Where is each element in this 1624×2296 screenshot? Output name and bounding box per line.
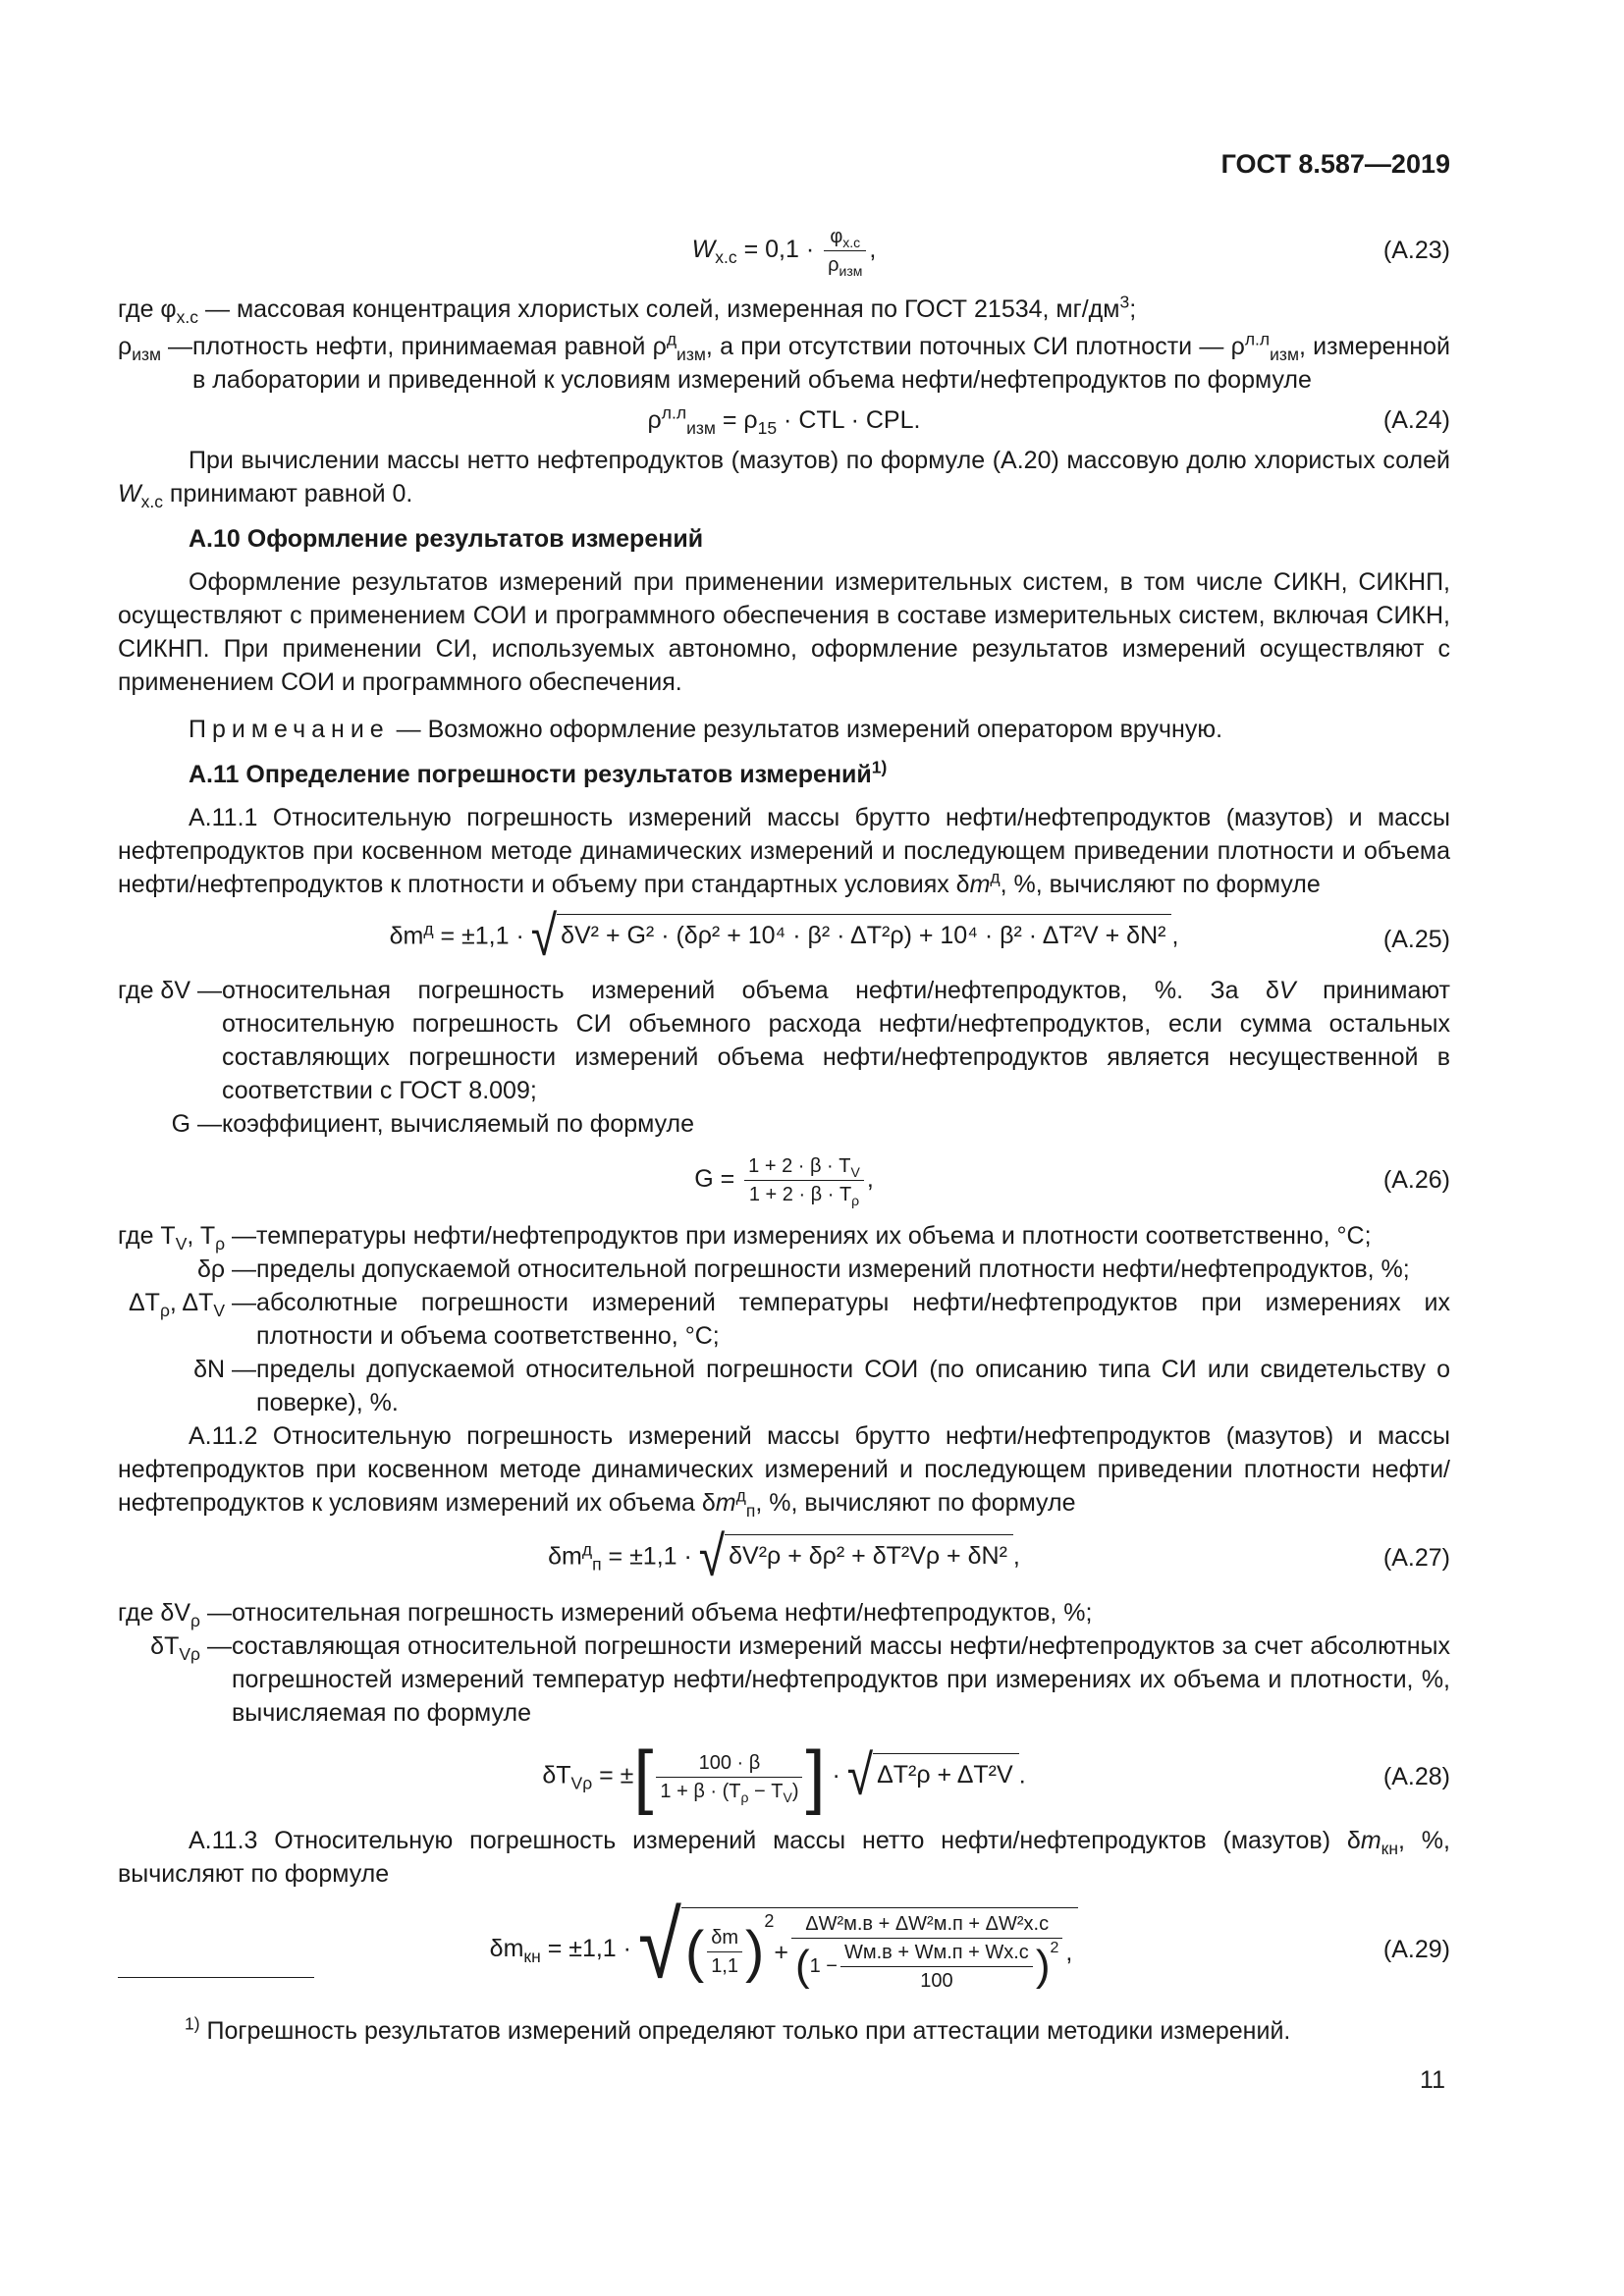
formula-a24: $\rho^{л.л}_{изм} = \rho_{15}$ · CTL · CPL. (А.24) [647, 402, 1450, 438]
section-heading-a10: А.10 Оформление результатов измерений [189, 525, 704, 553]
paragraph-a11-1: А.11.1 Относительную погрешность измерений массы брутто нефти/нефтепродуктов (мазутов) и массы нефтепродуктов при косвенном методе динамических измерений и последующем приведении плотности и объема нефти/нефтепродуктов к плотности и объему при стандартных условиях $\delta m^д$, %, вычисляют по формуле [118, 804, 1450, 898]
formula-number: (А.23) [1382, 237, 1450, 264]
definition-phi: где $\varphi_{х.с}$ — массовая концентрация хлористых солей, измеренная по ГОСТ 21534, $мг/дм^3$; [118, 292, 1137, 327]
square-root: √ ΔT²ρ + ΔT²V [847, 1753, 1019, 1800]
section-heading-a11: А.11 Определение погрешности результатов измерений$^{1)}$ [189, 757, 888, 788]
formula-a28: $\delta T_{V\rho}$ = ±[ $\frac{100 \cdot \beta}{1 + \beta \cdot (T_\rho - T_V)}$ ] · √ ΔT²ρ + ΔT²V . (А.28) [542, 1737, 1450, 1816]
formula-number: (А.25) [1382, 926, 1450, 953]
footnote-separator [118, 1977, 314, 1978]
fraction: $\frac{\varphi_{х.с}}{\rho_{изм}}$ [824, 225, 866, 277]
formula-a26: G = $\frac{1 + 2 \cdot \beta \cdot T_V}{1 + 2 \cdot \beta \cdot T_\rho}$ , (А.26) [694, 1154, 1450, 1208]
definitions-a25: где δV — относительная погрешность измерений объема нефти/нефтепродуктов, %. За δV принимают относительную погрешность СИ объемного расхода нефти/нефтепродуктов, если сумма остальных составляющих погрешности измерений объема нефти/нефтепродуктов является несущественной в соответствии с ГОСТ 8.009; G — коэффициент, вычисляемый по формуле [118, 977, 1450, 1138]
fraction: $\frac{Wм.в + Wм.п + Wх.с}{100}$ [840, 1941, 1033, 1993]
formula-number: (А.26) [1382, 1166, 1450, 1194]
formula-a27: $\delta m^д_п = \pm 1,1$ · √ δV²ρ + δρ² + δT²Vρ + δN² , (А.27) [548, 1525, 1450, 1589]
formula-number: (А.24) [1382, 406, 1450, 434]
fraction: $\frac{\delta m}{1,1}$ [707, 1926, 742, 1978]
paragraph-a10: Оформление результатов измерений при применении измерительных систем, в том числе СИКН, СИКНП, осуществляют с применением СОИ и программного обеспечения в составе измерительных систем, включая СИКН, СИКНП. При применении СИ, используемых автономно, оформление результатов измерений осуществляют с применением СОИ и программного обеспечения. [118, 568, 1450, 696]
definitions-a27: где $\delta V_\rho$ — относительная погрешность измерений объема нефти/нефтепродуктов, %; $\delta T_{V\rho}$ — составляющая относительной погрешности измерений массы нефти/нефтепродуктов за счет абсолютных погрешностей измерений температур нефти/нефтепродуктов при измерениях их объема и плотности, %, вычисляемая по формуле [118, 1599, 1450, 1727]
formula-a29: $\delta m_{кн} = \pm 1,1$ · √ ( $\frac{\delta m}{1,1}$ ) $^2$ + ΔW²м.в + ΔW²м.п + ΔW²х.с ( 1 − $\frac{Wм.в + Wм.п + Wх.с}{100}$ ) $^2$ , (А.29) [489, 1892, 1450, 1998]
formula-number: (А.27) [1382, 1544, 1450, 1572]
paragraph-a11-2: А.11.2 Относительную погрешность измерений массы брутто нефти/нефтепродуктов (мазутов) и массы нефтепродуктов при косвенном методе динамических измерений и последующем приведении плотности нефти/нефтепродуктов к условиям измерений их объема $\delta m^д_п$, %, вычисляют по формуле [118, 1422, 1450, 1521]
definitions-a26: где $T_V$, $T_\rho$ — температуры нефти/нефтепродуктов при измерениях их объема и плотности соответственно, °С; δρ — пределы допускаемой относительной погрешности измерений плотности нефти/нефтепродуктов, %; $\Delta T_\rho$, $\Delta T_V$ — абсолютные погрешности измерений температуры нефти/нефтепродуктов при измерениях их плотности и объема соответственно, °С; δN — пределы допускаемой относительной погрешности СОИ (по описанию типа СИ или свидетельству о поверке), %. [118, 1222, 1450, 1416]
note-a10: Примечание — Возможно оформление результатов измерений оператором вручную. [189, 716, 1223, 743]
square-root: √ ( $\frac{\delta m}{1,1}$ ) $^2$ + ΔW²м.в + ΔW²м.п + ΔW²х.с ( 1 − $\frac{Wм.в + Wм.п + Wх.с}{100}$ ) $^2$ , [638, 1907, 1078, 1993]
page-content [118, 218, 1450, 2008]
fraction: $\frac{1 + 2 \cdot \beta \cdot T_V}{1 + 2 \cdot \beta \cdot T_\rho}$ [744, 1154, 864, 1206]
footnote: $^{1)}$ Погрешность результатов измерений определяют только при аттестации методики измерений. [185, 2013, 1291, 2045]
document-header: ГОСТ 8.587—2019 [1220, 149, 1450, 179]
paragraph-mazut: При вычислении массы нетто нефтепродуктов (мазутов) по формуле (А.20) массовую долю хлористых солей $W_{х.с}$ принимают равной 0. [118, 447, 1450, 511]
formula-a25: $\delta m^д = \pm 1,1$ · √ δV² + G² · (δρ² + 10⁴ · β² · ΔT²ρ) + 10⁴ · β² · ΔT²V + δN² , (А.25) [389, 905, 1450, 969]
fraction: $\frac{100 \cdot \beta}{1 + \beta \cdot (T_\rho - T_V)}$ [656, 1751, 802, 1803]
page-number: 11 [1420, 2066, 1445, 2094]
square-root: √ δV²ρ + δρ² + δT²Vρ + δN² [699, 1534, 1013, 1581]
square-root: √ δV² + G² · (δρ² + 10⁴ · β² · ΔT²ρ) + 10⁴ · β² · ΔT²V + δN² [531, 914, 1172, 961]
formula-number: (А.29) [1382, 1936, 1450, 1963]
fraction: ΔW²м.в + ΔW²м.п + ΔW²х.с ( 1 − $\frac{Wм.в + Wм.п + Wх.с}{100}$ ) $^2$ [791, 1912, 1062, 1993]
formula-number: (А.28) [1382, 1763, 1450, 1790]
paragraph-a11-3: А.11.3 Относительную погрешность измерений массы нетто нефти/нефтепродуктов (мазутов) $\delta m_{кн}$, %, вычисляют по формуле [118, 1827, 1450, 1888]
formula-a23: $W_{х.с} = 0,1$ · $\frac{\varphi_{х.с}}{\rho_{изм}}$ , (А.23) [691, 225, 1450, 279]
definition-rho: $\rho_{изм}$ — плотность нефти, принимаемая равной $\rho^д_{изм}$, а при отсутствии поточных СИ плотности — $\rho^{л.л}_{изм}$, измеренной в лаборатории и приведенной к условиям измерений объема нефти/нефтепродуктов по формуле [118, 329, 1450, 394]
